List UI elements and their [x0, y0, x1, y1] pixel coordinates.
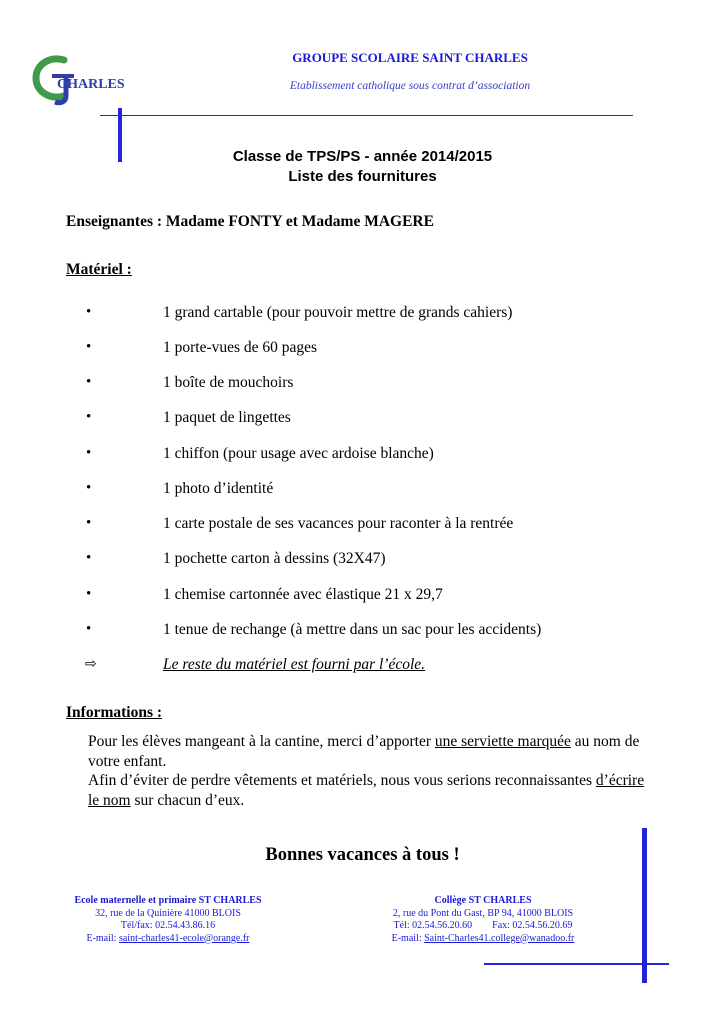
school-subtitle: Etablissement catholique sous contrat d’association: [289, 80, 531, 92]
informations-body: [88, 732, 658, 810]
footer-divider: [484, 963, 669, 965]
material-note-text: Le reste du matériel est fourni par l’école.: [163, 656, 426, 673]
list-item: [0, 480, 725, 502]
page-subtitle: Liste des fournitures: [288, 168, 437, 185]
svg-text:CHARLES: CHARLES: [57, 77, 125, 92]
info-text: sur chacun d’eux.: [130, 791, 245, 809]
email-label: E-mail:: [86, 932, 119, 944]
list-item: [0, 374, 725, 396]
footer-college: [358, 895, 608, 945]
list-item: [0, 445, 725, 467]
list-item-text: 1 grand cartable (pour pouvoir mettre de grands cahiers): [163, 304, 513, 321]
bullet-icon: •: [86, 621, 92, 637]
footer-college-phone: Tél: 02.54.56.20.60 Fax: 02.54.56.20.69: [393, 920, 573, 931]
informations-heading: Informations :: [66, 704, 163, 721]
list-item: [0, 304, 725, 326]
footer-college-name: Collège ST CHARLES: [434, 895, 532, 906]
list-item: [0, 515, 725, 537]
page-title: Classe de TPS/PS - année 2014/2015: [232, 148, 493, 165]
info-text: Pour les élèves mangeant à la cantine, merci d’apporter: [88, 733, 435, 750]
info-paragraph-canteen: [88, 732, 658, 771]
info-emphasis: d’écrire le nom: [88, 772, 645, 809]
bullet-icon: •: [86, 374, 92, 390]
footer-school-email-line: [43, 933, 293, 946]
header-divider: [100, 115, 633, 116]
arrow-right-icon: ⇨: [85, 656, 97, 672]
bullet-icon: •: [86, 445, 92, 461]
footer-school-phone: Tél/fax: 02.54.43.86.16: [120, 920, 216, 931]
bullet-icon: •: [86, 304, 92, 320]
teachers-line: Enseignantes : Madame FONTY et Madame MAGERE: [66, 213, 434, 230]
list-item: [0, 339, 725, 361]
list-item-text: 1 carte postale de ses vacances pour raconter à la rentrée: [163, 515, 514, 532]
list-item-text: 1 pochette carton à dessins (32X47): [163, 550, 386, 567]
footer-school: [43, 895, 293, 945]
info-paragraph-naming: [88, 771, 658, 810]
material-note: [0, 656, 725, 678]
bullet-icon: •: [86, 586, 92, 602]
footer-school-email-link[interactable]: saint-charles41-ecole@orange.fr: [118, 932, 250, 944]
list-item-text: 1 porte-vues de 60 pages: [163, 339, 318, 356]
list-item-text: 1 paquet de lingettes: [163, 409, 291, 426]
info-text: au nom de votre enfant.: [88, 733, 640, 770]
material-heading: Matériel :: [66, 261, 132, 278]
footer-school-address: 32, rue de la Quinière 41000 BLOIS: [95, 907, 241, 919]
list-item: [0, 586, 725, 608]
bullet-icon: •: [86, 409, 92, 425]
school-name: GROUPE SCOLAIRE SAINT CHARLES: [292, 50, 528, 65]
list-item-text: 1 chemise cartonnée avec élastique 21 x 29,7: [163, 586, 443, 603]
footer-vertical-rule: [642, 828, 647, 983]
footer-college-address: 2, rue du Pont du Gast, BP 94, 41000 BLOIS: [392, 907, 574, 919]
list-item: [0, 550, 725, 572]
list-item-text: 1 chiffon (pour usage avec ardoise blanche): [163, 445, 434, 462]
school-logo: [30, 52, 125, 108]
closing-message: Bonnes vacances à tous !: [265, 845, 460, 865]
bullet-icon: •: [86, 515, 92, 531]
logo-graphic: [30, 52, 125, 108]
list-item: [0, 621, 725, 643]
list-item: [0, 409, 725, 431]
footer-college-email-line: [358, 933, 608, 946]
list-item-text: 1 photo d’identité: [163, 480, 274, 497]
info-emphasis: une serviette marquée: [434, 733, 571, 750]
email-label: E-mail:: [391, 932, 425, 944]
footer-school-name: Ecole maternelle et primaire ST CHARLES: [74, 895, 262, 906]
bullet-icon: •: [86, 339, 92, 355]
bullet-icon: •: [86, 480, 92, 496]
info-text: Afin d’éviter de perdre vêtements et matériels, nous vous serions reconnaissantes: [88, 772, 596, 789]
footer-college-email-link[interactable]: Saint-Charles41.college@wanadoo.fr: [424, 932, 575, 944]
list-item-text: 1 tenue de rechange (à mettre dans un sac pour les accidents): [163, 621, 542, 638]
bullet-icon: •: [86, 550, 92, 566]
list-item-text: 1 boîte de mouchoirs: [163, 374, 294, 391]
